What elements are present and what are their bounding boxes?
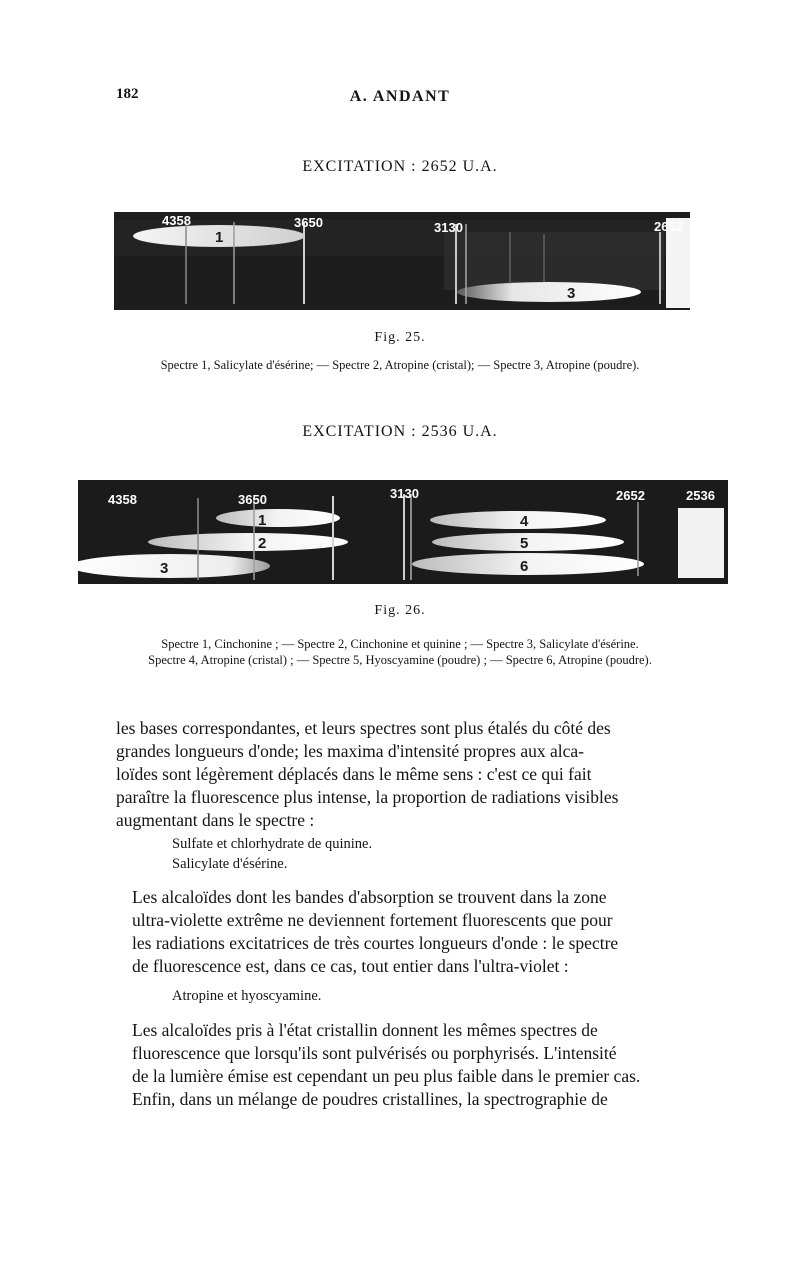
fig26-spectrum-number-3: 3 bbox=[160, 560, 169, 577]
paragraph-1-line: loïdes sont légèrement déplacés dans le même sens : c'est ce qui fait bbox=[116, 764, 592, 784]
fig26-wavelength-4358: 4358 bbox=[108, 492, 137, 507]
fig25-wavelength-2652: 2652 bbox=[654, 219, 683, 234]
compound-list-item: Sulfate et chlorhydrate de quinine. bbox=[172, 836, 373, 852]
fig26-wavelength-2536: 2536 bbox=[686, 488, 715, 503]
paragraph-3 bbox=[116, 1019, 700, 1088]
fig26-spectrum-number-5: 5 bbox=[520, 535, 529, 552]
paragraph-2 bbox=[116, 886, 700, 978]
fig26-spectrogram bbox=[78, 480, 728, 584]
paragraph-1-line: les bases correspondantes, et leurs spectres sont plus étalés du côté des bbox=[116, 718, 611, 738]
fig25-spectrum-number-1: 1 bbox=[215, 229, 224, 246]
paragraph-1-line: paraître la fluorescence plus intense, la proportion de radiations visibles bbox=[116, 787, 619, 807]
fig25-wavelength-3650: 3650 bbox=[294, 215, 323, 230]
fig26-spectrum-number-2: 2 bbox=[258, 535, 267, 552]
fig25-spectrogram bbox=[114, 212, 690, 310]
fig26-spectrum-number-4: 4 bbox=[520, 513, 529, 530]
fig26-wavelength-3130: 3130 bbox=[390, 486, 419, 501]
fig25-spectrum-number-3: 3 bbox=[567, 285, 576, 302]
paragraph-2-line: ultra-violette extrême ne deviennent fortement fluorescents que pour bbox=[132, 910, 613, 930]
compound-list-item: Salicylate d'ésérine. bbox=[172, 856, 288, 872]
fig25-label: Fig. 25. bbox=[374, 330, 426, 345]
paragraph-2-line: Les alcaloïdes dont les bandes d'absorption se trouvent dans la zone bbox=[132, 887, 607, 907]
paragraph-3-line: Les alcaloïdes pris à l'état cristallin donnent les mêmes spectres de bbox=[132, 1020, 598, 1040]
fig25-wavelength-4358: 4358 bbox=[162, 213, 191, 228]
fig26-excitation-heading: EXCITATION : 2536 U.A. bbox=[302, 423, 498, 440]
fig26-wavelength-3650: 3650 bbox=[238, 492, 267, 507]
paragraph-1-line: augmentant dans le spectre : bbox=[116, 810, 315, 830]
paragraph-2-line: de fluorescence est, dans ce cas, tout entier dans l'ultra-violet : bbox=[132, 956, 569, 976]
fig26-spectrum-number-1: 1 bbox=[258, 512, 267, 529]
paragraph-1-line: grandes longueurs d'onde; les maxima d'intensité propres aux alca- bbox=[116, 741, 584, 761]
running-head: A. ANDANT bbox=[349, 88, 451, 105]
compound-list-1 bbox=[172, 834, 372, 874]
fig26-spectrum-number-6: 6 bbox=[520, 558, 529, 575]
fig26-caption bbox=[0, 636, 800, 668]
paragraph-4 bbox=[116, 1088, 700, 1111]
fig25-wavelength-3130: 3130 bbox=[434, 220, 463, 235]
fig26-wavelength-2652: 2652 bbox=[616, 488, 645, 503]
paragraph-1 bbox=[116, 717, 700, 832]
paragraph-3-line: de la lumière émise est cependant un peu plus faible dans le premier cas. bbox=[132, 1066, 641, 1086]
fig26-caption-line-1: Spectre 1, Cinchonine ; — Spectre 2, Cinchonine et quinine ; — Spectre 3, Salicylate d'ésérine. bbox=[161, 637, 639, 651]
fig26-label: Fig. 26. bbox=[374, 603, 426, 618]
fig26-caption-line-2: Spectre 4, Atropine (cristal) ; — Spectre 5, Hyoscyamine (poudre) ; — Spectre 6, Atropine (poudre). bbox=[148, 653, 652, 667]
compound-list-item: Atropine et hyoscyamine. bbox=[172, 988, 322, 1004]
compound-list-2 bbox=[172, 986, 321, 1006]
fig25-excitation-heading: EXCITATION : 2652 U.A. bbox=[302, 158, 498, 175]
paragraph-2-line: les radiations excitatrices de très courtes longueurs d'onde : le spectre bbox=[132, 933, 619, 953]
fig25-caption: Spectre 1, Salicylate d'ésérine; — Spectre 2, Atropine (cristal); — Spectre 3, Atropine (poudre). bbox=[160, 358, 640, 372]
paragraph-4-line: Enfin, dans un mélange de poudres cristallines, la spectrographie de bbox=[132, 1089, 608, 1109]
paragraph-3-line: fluorescence que lorsqu'ils sont pulvérisés ou porphyrisés. L'intensité bbox=[132, 1043, 617, 1063]
page-number: 182 bbox=[116, 86, 139, 102]
